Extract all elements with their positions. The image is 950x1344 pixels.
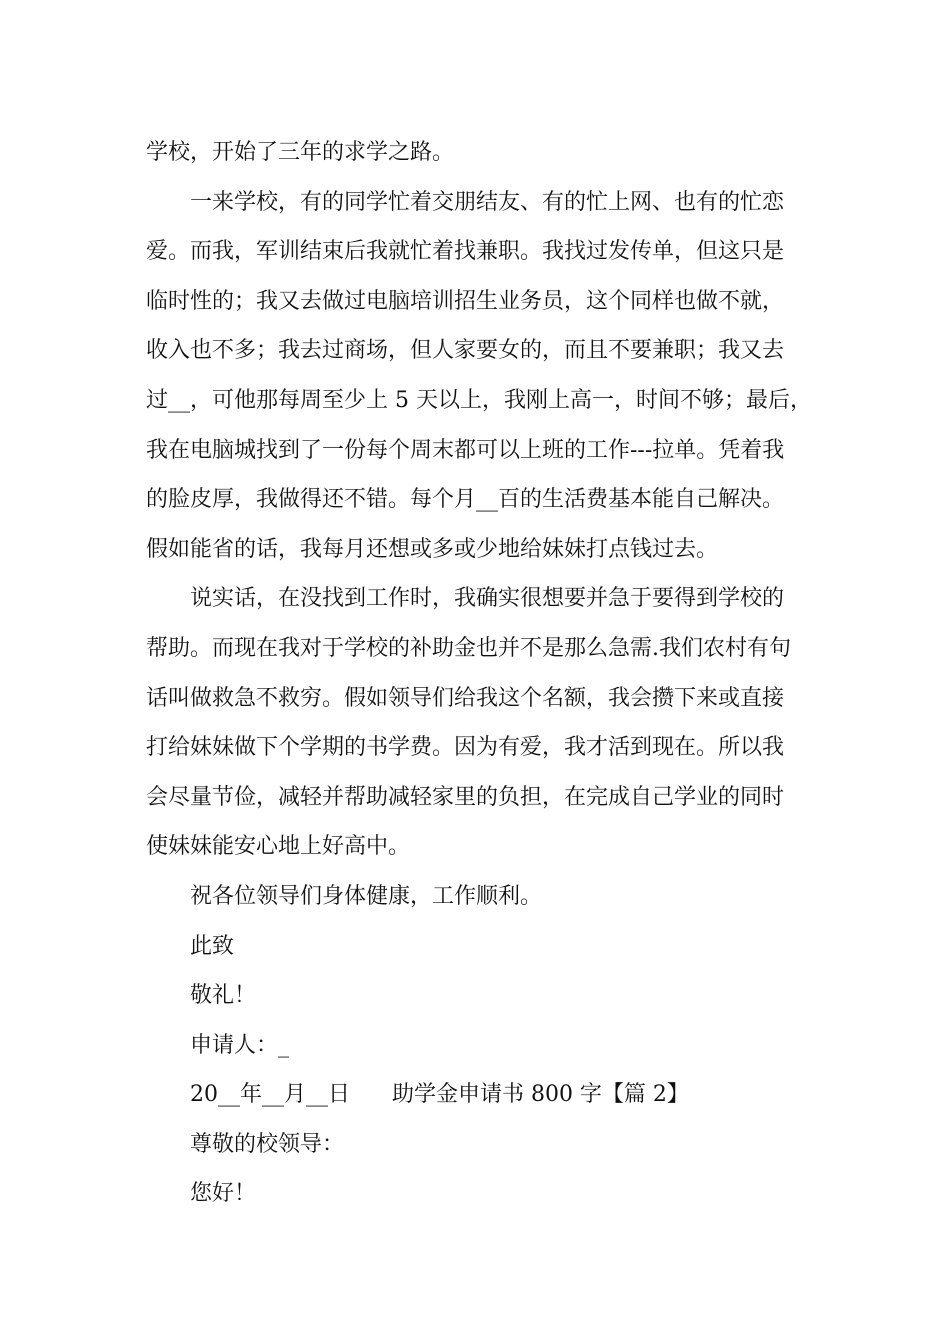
text-line-3: 爱。而我，军训结束后我就忙着找兼职。我找过发传单，但这只是 (146, 239, 785, 265)
text-line-15: 使妹妹能安心地上好高中。 (146, 834, 411, 860)
text-line-11: 帮助。而现在我对于学校的补助金也并不是那么急需.我们农村有句 (146, 635, 791, 661)
text-line-9: 假如能省的话，我每月还想或多或少地给妹妹打点钱过去。 (146, 536, 719, 562)
document-body (146, 128, 818, 1219)
text-line-1: 学校，开始了三年的求学之路。 (146, 140, 455, 165)
text-line-13: 打给妹妹做下个学期的书学费。因为有爱，我才活到现在。所以我 (146, 735, 785, 761)
text-line-6: 过__，可他那每周至少上 5 天以上，我刚上高一，时间不够；最后， (146, 387, 812, 413)
text-line-14: 会尽量节俭，减轻并帮助减轻家里的负担，在完成自己学业的同时 (146, 784, 785, 810)
closing-wish: 祝各位领导们身体健康，工作顺利。 (190, 883, 543, 909)
text-line-12: 话叫做救急不救穷。假如领导们给我这个名额，我会攒下来或直接 (146, 685, 785, 711)
closing-cizhi: 此致 (190, 933, 235, 959)
closing-jingli: 敬礼！ (190, 983, 257, 1009)
text-line-5: 收入也不多；我去过商场，但人家要女的，而且不要兼职；我又去 (146, 338, 785, 364)
text-line-4: 临时性的；我又去做过电脑培训招生业务员，这个同样也做不就， (146, 288, 785, 314)
text-line-10: 说实话，在没找到工作时，我确实很想要并急于要得到学校的 (190, 586, 785, 612)
text-line-2: 一来学校，有的同学忙着交朋结友、有的忙上网、也有的忙恋 (190, 189, 785, 215)
greeting: 您好！ (190, 1181, 257, 1207)
applicant-line: 申请人：_ (190, 1032, 290, 1058)
text-line-8: 的脸皮厚，我做得还不错。每个月__百的生活费基本能自己解决。 (146, 487, 785, 513)
salutation: 尊敬的校领导： (190, 1131, 345, 1157)
date-and-section-heading: 20__年__月__日 助学金申请书 800 字【篇 2】 (190, 1082, 689, 1108)
text-line-7: 我在电脑城找到了一份每个周末都可以上班的工作---拉单。凭着我 (146, 437, 785, 463)
